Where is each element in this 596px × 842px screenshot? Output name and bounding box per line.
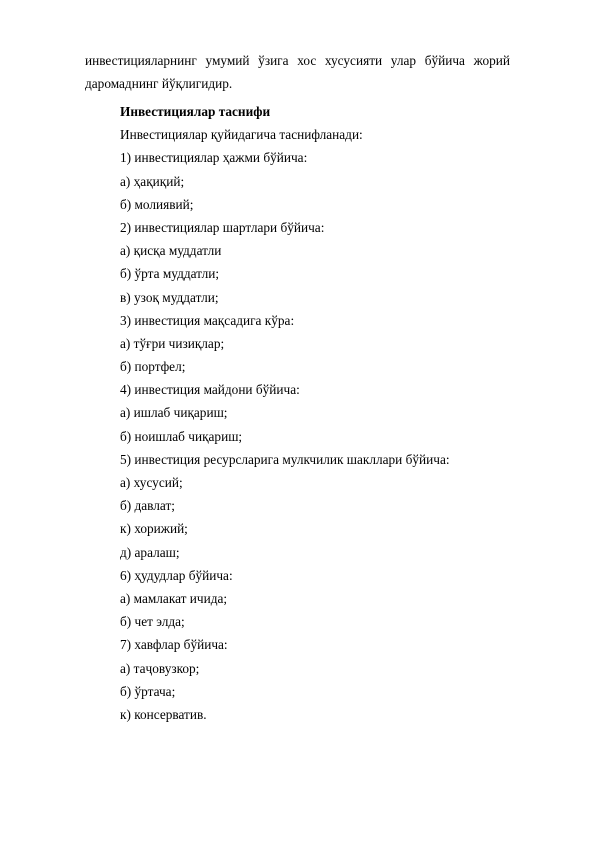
list-item: в) узоқ муддатли; <box>120 289 219 305</box>
list-item: 4) инвестиция майдони бўйича: <box>120 382 300 398</box>
list-item: б) ўртача; <box>120 683 176 699</box>
list-item: д) аралаш; <box>120 544 180 560</box>
list-item: к) консерватив. <box>120 706 207 722</box>
list-item: б) портфел; <box>120 359 186 375</box>
list-item: б) ноишлаб чиқариш; <box>120 428 243 444</box>
list-item: а) таҷовузкор; <box>120 660 200 676</box>
list-item: а) қисқа муддатли <box>120 243 222 259</box>
list-item: 5) инвестиция ресурсларига мулкчилик шакллари бўйича: <box>120 451 450 467</box>
list-item: а) ишлаб чиқариш; <box>120 405 228 421</box>
list-item: 6) ҳудудлар бўйича: <box>120 567 233 583</box>
list-item: 2) инвестициялар шартлари бўйича: <box>120 219 325 235</box>
intro-line-1: инвестицияларнинг умумий ўзига хос хусусияти улар бўйича жорий <box>85 53 510 68</box>
intro-line-2: даромаднинг йўқлигидир. <box>85 76 233 91</box>
list-item: Инвестициялар қуйидагича таснифланади: <box>120 127 363 143</box>
list-item: а) тўғри чизиқлар; <box>120 335 225 351</box>
list-item: б) ўрта муддатли; <box>120 266 220 282</box>
list-item: а) ҳақиқий; <box>120 173 185 189</box>
list-item: 3) инвестиция мақсадига кўра: <box>120 312 295 328</box>
list-item: к) хорижий; <box>120 521 188 537</box>
classification-list <box>120 100 450 726</box>
intro-paragraph <box>85 49 510 95</box>
list-item: б) чет элда; <box>120 614 185 630</box>
section-heading: Инвестициялар таснифи <box>120 104 271 119</box>
list-item: а) мамлакат ичида; <box>120 590 228 606</box>
list-item: а) хусусий; <box>120 475 183 490</box>
list-item: 7) хавфлар бўйича: <box>120 637 228 653</box>
list-item: б) давлат; <box>120 498 175 514</box>
list-item: 1) инвестициялар ҳажми бўйича: <box>120 150 308 166</box>
list-item: б) молиявий; <box>120 196 194 212</box>
